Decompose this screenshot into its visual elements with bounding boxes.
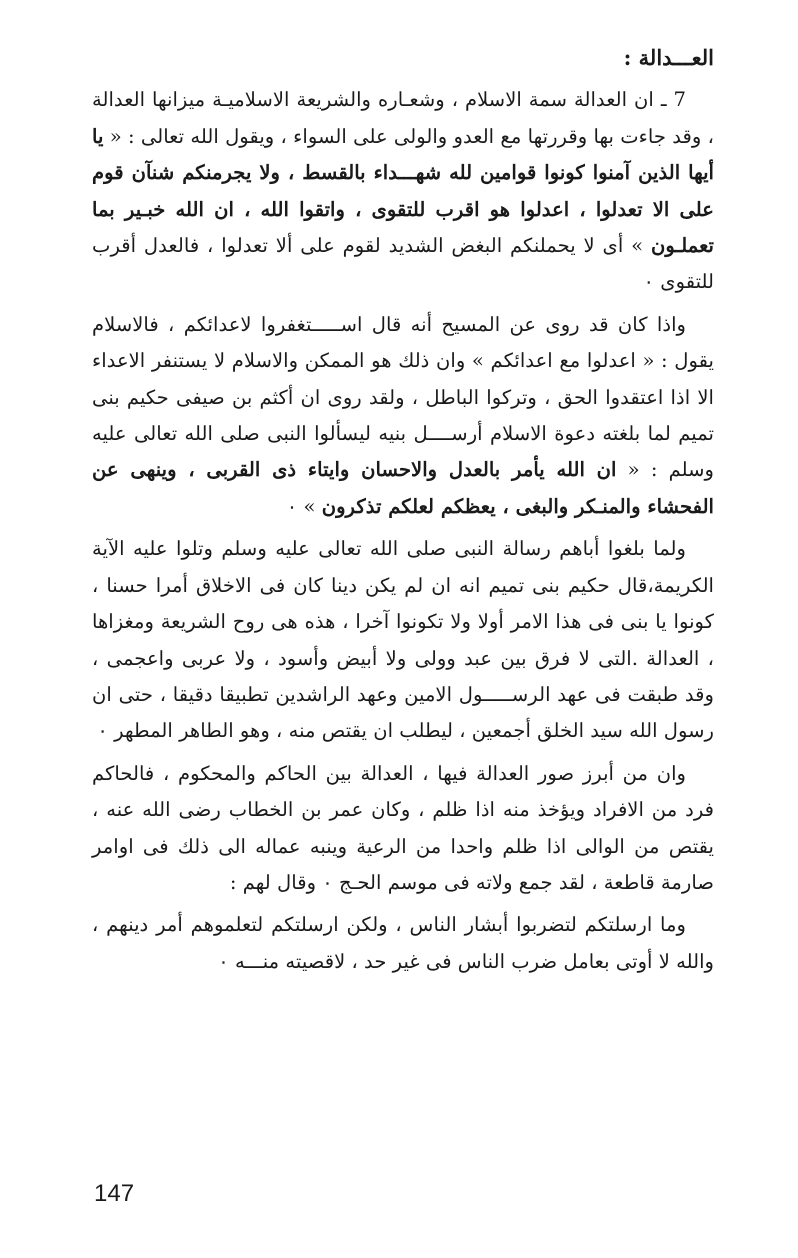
paragraph-text: وما ارسلتكم لتضربوا أبشار الناس ، ولكن ارسلتكم لتعلموهم أمر دينهم ، والله لا أوتى بعامل ضرب الناس فى غير حد ، لاقصيته منـــه ٠ — [92, 913, 714, 973]
paragraph — [92, 307, 714, 525]
paragraph-text: واذا كان قد روى عن المسيح أنه قال اســـــتغفروا لاعدائكم ، فالاسلام يقول : « اعدلوا مع اعدائكم » وان ذلك هو الممكن والاسلام لا يستنفر الاعداء الا اذا اعتقدوا الحق ، وتركوا الباطل ، ولقد روى ان أكثم بن صيفى حكيم بنى تميم لما بلغته دعوة الاسلام أرســــل بنيه ليسألوا النبى صلى الله تعالى عليه وسلم : « — [92, 312, 715, 482]
quran-verse: ان الله يأمر بالعدل والاحسان وايتاء ذى القربى ، وينهى عن الفحشاء والمنـكر والبغى ، يعظكم لعلكم تذكرون — [92, 458, 714, 518]
paragraph — [92, 531, 714, 749]
paragraph-text: وان من أبرز صور العدالة فيها ، العدالة بين الحاكم والمحكوم ، فالحاكم فرد من الافراد ويؤخذ منه اذا ظلم ، وكان عمر بن الخطاب رضى الله عنه ، يقتص من الوالى اذا ظلم واحدا من الرعية وينبه عماله الى ذلك فى اوامر صارمة قاطعة ، لقد جمع ولاته فى موسم الحـج ٠ وقال لهم : — [92, 761, 714, 894]
paragraph — [92, 756, 714, 902]
page-number: 147 — [94, 1180, 135, 1207]
paragraph — [92, 907, 714, 980]
paragraph-text: ولما بلغوا أباهم رسالة النبى صلى الله تعالى عليه وسلم وتلوا عليه الآية الكريمة،قال حكيم بنى تميم انه ان لم يكن دينا كان فى الاخلاق أمرا حسنا ، كونوا يا بنى فى هذا الامر أولا ولا تكونوا آخرا ، هذه هى روح الشريعة ومغزاها ، العدالة .التى لا فرق بين عبد وولى ولا أبيض وأسود ، ولا عربى واعجمى ، وقد طبقت فى عهد الرســـــول الامين وعهد الراشدين تطبيقا دقيقا ، حتى ان رسول الله سيد الخلق أجمعين ، ليطلب ان يقتص منه ، وهو الطاهر المطهر ٠ — [92, 537, 714, 743]
paragraph-text: » ٠ — [286, 494, 322, 518]
paragraph-text: 7 ـ ان العدالة سمة الاسلام ، وشعـاره والشريعة الاسلاميـة ميزانها العدالة ، وقد جاءت بها وقررتها مع العدو والولى على السواء ، ويقول الله تعالى : « — [92, 88, 714, 148]
page-body — [92, 40, 714, 980]
paragraph-text: » أى لا يحملنكم البغض الشديد لقوم على ألا تعدلوا ، فالعدل أقرب للتقوى ٠ — [92, 234, 714, 294]
section-heading: العـــدالة : — [623, 45, 714, 70]
quran-verse: يا أيها الذين آمنوا كونوا قوامين لله شهـــداء بالقسط ، ولا يجرمنكم شنآن قوم على الا تعدلوا ، اعدلوا هو اقرب للتقوى ، واتقوا الله ، ان الله خبـير بما تعملـون — [92, 124, 714, 258]
paragraph — [92, 82, 714, 300]
